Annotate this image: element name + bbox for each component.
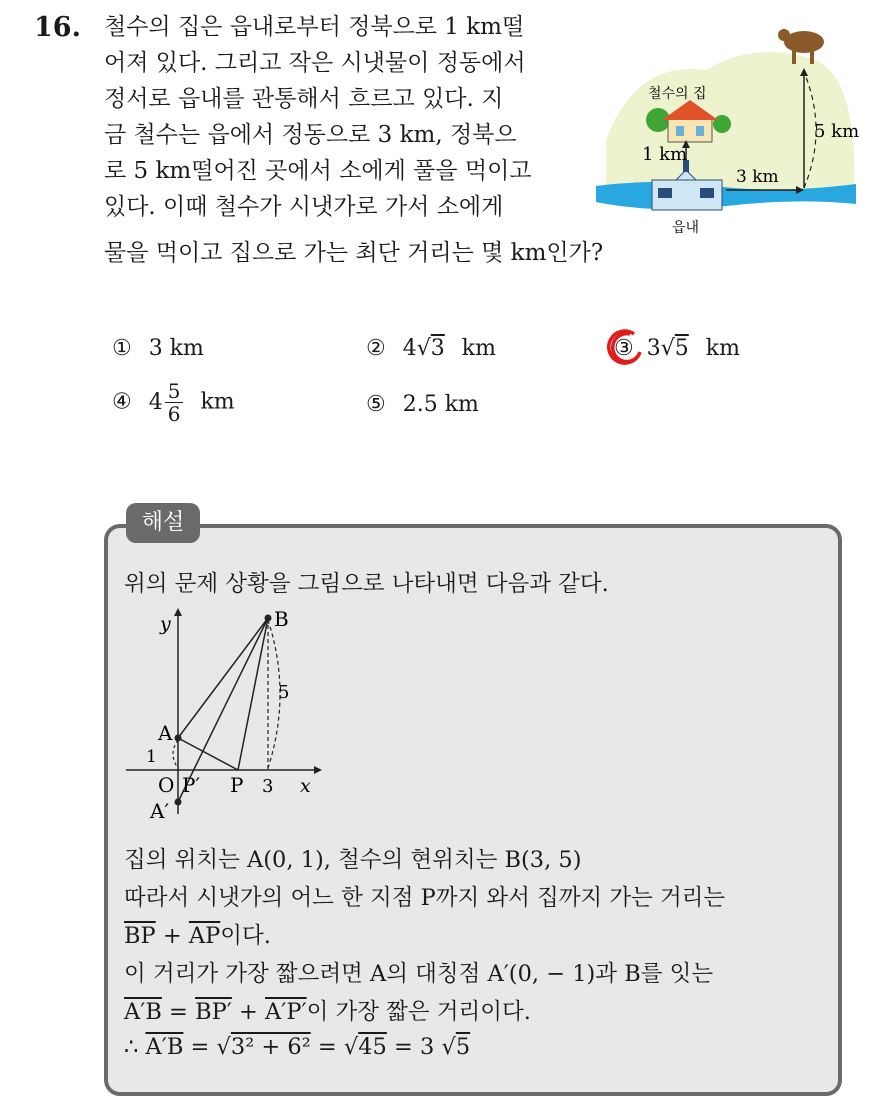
label-P-prime: P′: [182, 773, 200, 797]
label-A-prime: A′: [150, 799, 169, 823]
segment-ap: $\overline{AP}$: [188, 923, 221, 949]
option-whole: 3: [646, 336, 661, 361]
answer-circle-mark: [604, 326, 648, 370]
solution-line-3: [124, 918, 271, 950]
segment-PB: [238, 618, 268, 770]
segment-a-prime-b: A′B: [124, 999, 162, 1025]
option-text: 2.5 km: [402, 392, 479, 417]
label-5: 5: [278, 682, 290, 703]
label-O: O: [158, 773, 175, 797]
radicand-2: 45: [358, 1034, 387, 1060]
fraction-numerator: 5: [165, 380, 184, 403]
question-line-3: 정서로 읍내를 관통해서 흐르고 있다. 지: [104, 86, 504, 112]
label-1: 1: [146, 747, 157, 767]
therefore-symbol: ∴: [124, 1034, 146, 1060]
solution-line-1: 집의 위치는 A(0, 1), 철수의 현위치는 B(3, 5): [124, 847, 582, 873]
segment-AB: [178, 618, 268, 738]
question-number: 16.: [34, 12, 81, 43]
option-number: ①: [112, 336, 132, 361]
option-unit: km: [200, 389, 235, 415]
option-text: 3 km: [148, 336, 204, 361]
op-plus: +: [231, 999, 266, 1025]
solution-line-4: 이 거리가 가장 짧으려면 A의 대칭점 A′(0, − 1)과 B를 잇는: [124, 961, 714, 987]
label-3km: 3 km: [736, 167, 779, 187]
op-equals: = 3: [386, 1034, 442, 1060]
option-number: ④: [112, 389, 132, 415]
segment-a-prime-p-prime: A′P′: [265, 999, 307, 1025]
op-equals: =: [161, 999, 196, 1025]
option-fraction: [165, 380, 184, 425]
op-plus: +: [155, 923, 189, 949]
option-unit: km: [461, 336, 496, 361]
point-A-prime: [175, 799, 182, 806]
option-3[interactable]: ③ 3√5 km: [614, 336, 740, 361]
op-equals: =: [183, 1034, 217, 1060]
option-4[interactable]: [112, 380, 235, 425]
option-number: ②: [366, 336, 386, 361]
solution-line-5: [124, 994, 531, 1026]
label-B: B: [274, 607, 289, 631]
label-5km: 5 km: [814, 121, 860, 142]
question-line-5: 로 5 km떨어진 곳에서 소에게 풀을 먹이고: [104, 158, 532, 184]
solution-line-2: 따라서 시냇가의 어느 한 지점 P까지 와서 집까지 가는 거리는: [124, 885, 726, 911]
question-line-2: 어져 있다. 그리고 작은 시냇물이 정동에서: [104, 50, 526, 76]
option-5[interactable]: [366, 392, 479, 417]
segment-bp: $\overline{BP}$: [124, 923, 156, 949]
option-radicand: 3: [430, 336, 445, 361]
label-1km: 1 km: [642, 144, 688, 165]
fraction-denominator: 6: [167, 402, 181, 426]
option-unit: km: [705, 336, 740, 361]
solution-line-6: ∴ A′B = √3² + 6² = √45 = 3 √5: [124, 1034, 471, 1060]
solution-graph: [120, 606, 330, 826]
problem-illustration: [596, 20, 866, 240]
option-2[interactable]: ② 4√3 km: [366, 336, 496, 361]
radicand-1: 3² + 6²: [230, 1034, 311, 1060]
option-whole: 4: [148, 389, 163, 415]
question-line-6: 있다. 이때 철수가 시냇가로 가서 소에게: [104, 194, 504, 220]
solution-tag: 해설: [126, 503, 200, 543]
solution-intro: 위의 문제 상황을 그림으로 나타내면 다음과 같다.: [124, 571, 609, 597]
label-x: x: [300, 775, 311, 797]
option-1[interactable]: [112, 336, 204, 361]
label-A: A: [158, 721, 173, 745]
question-line-1: 철수의 집은 읍내로부터 정북으로 1 km떨: [104, 14, 525, 40]
label-3: 3: [262, 776, 274, 797]
label-P: P: [230, 773, 244, 797]
option-number: ③: [614, 336, 634, 361]
point-B: [265, 615, 272, 622]
option-radicand: 5: [674, 336, 689, 361]
option-whole: 4: [402, 336, 417, 361]
question-line-7: 물을 먹이고 집으로 가는 최단 거리는 몇 km인가?: [104, 240, 604, 266]
town-label: 읍내: [672, 220, 700, 236]
segment-a-prime-b: A′B: [145, 1034, 184, 1060]
radicand-3: 5: [455, 1034, 471, 1060]
question-line-4: 금 철수는 읍에서 정동으로 3 km, 정북으: [104, 122, 517, 148]
house-label: 철수의 집: [648, 86, 707, 102]
line-tail: 이다.: [220, 923, 271, 949]
segment-AP: [178, 738, 238, 770]
op-equals: =: [310, 1034, 344, 1060]
segment-bp-prime: BP′: [195, 999, 232, 1025]
option-number: ⑤: [366, 392, 386, 417]
point-A: [175, 735, 182, 742]
label-y: y: [160, 613, 171, 635]
line-tail: 이 가장 짧은 거리이다.: [306, 999, 531, 1025]
